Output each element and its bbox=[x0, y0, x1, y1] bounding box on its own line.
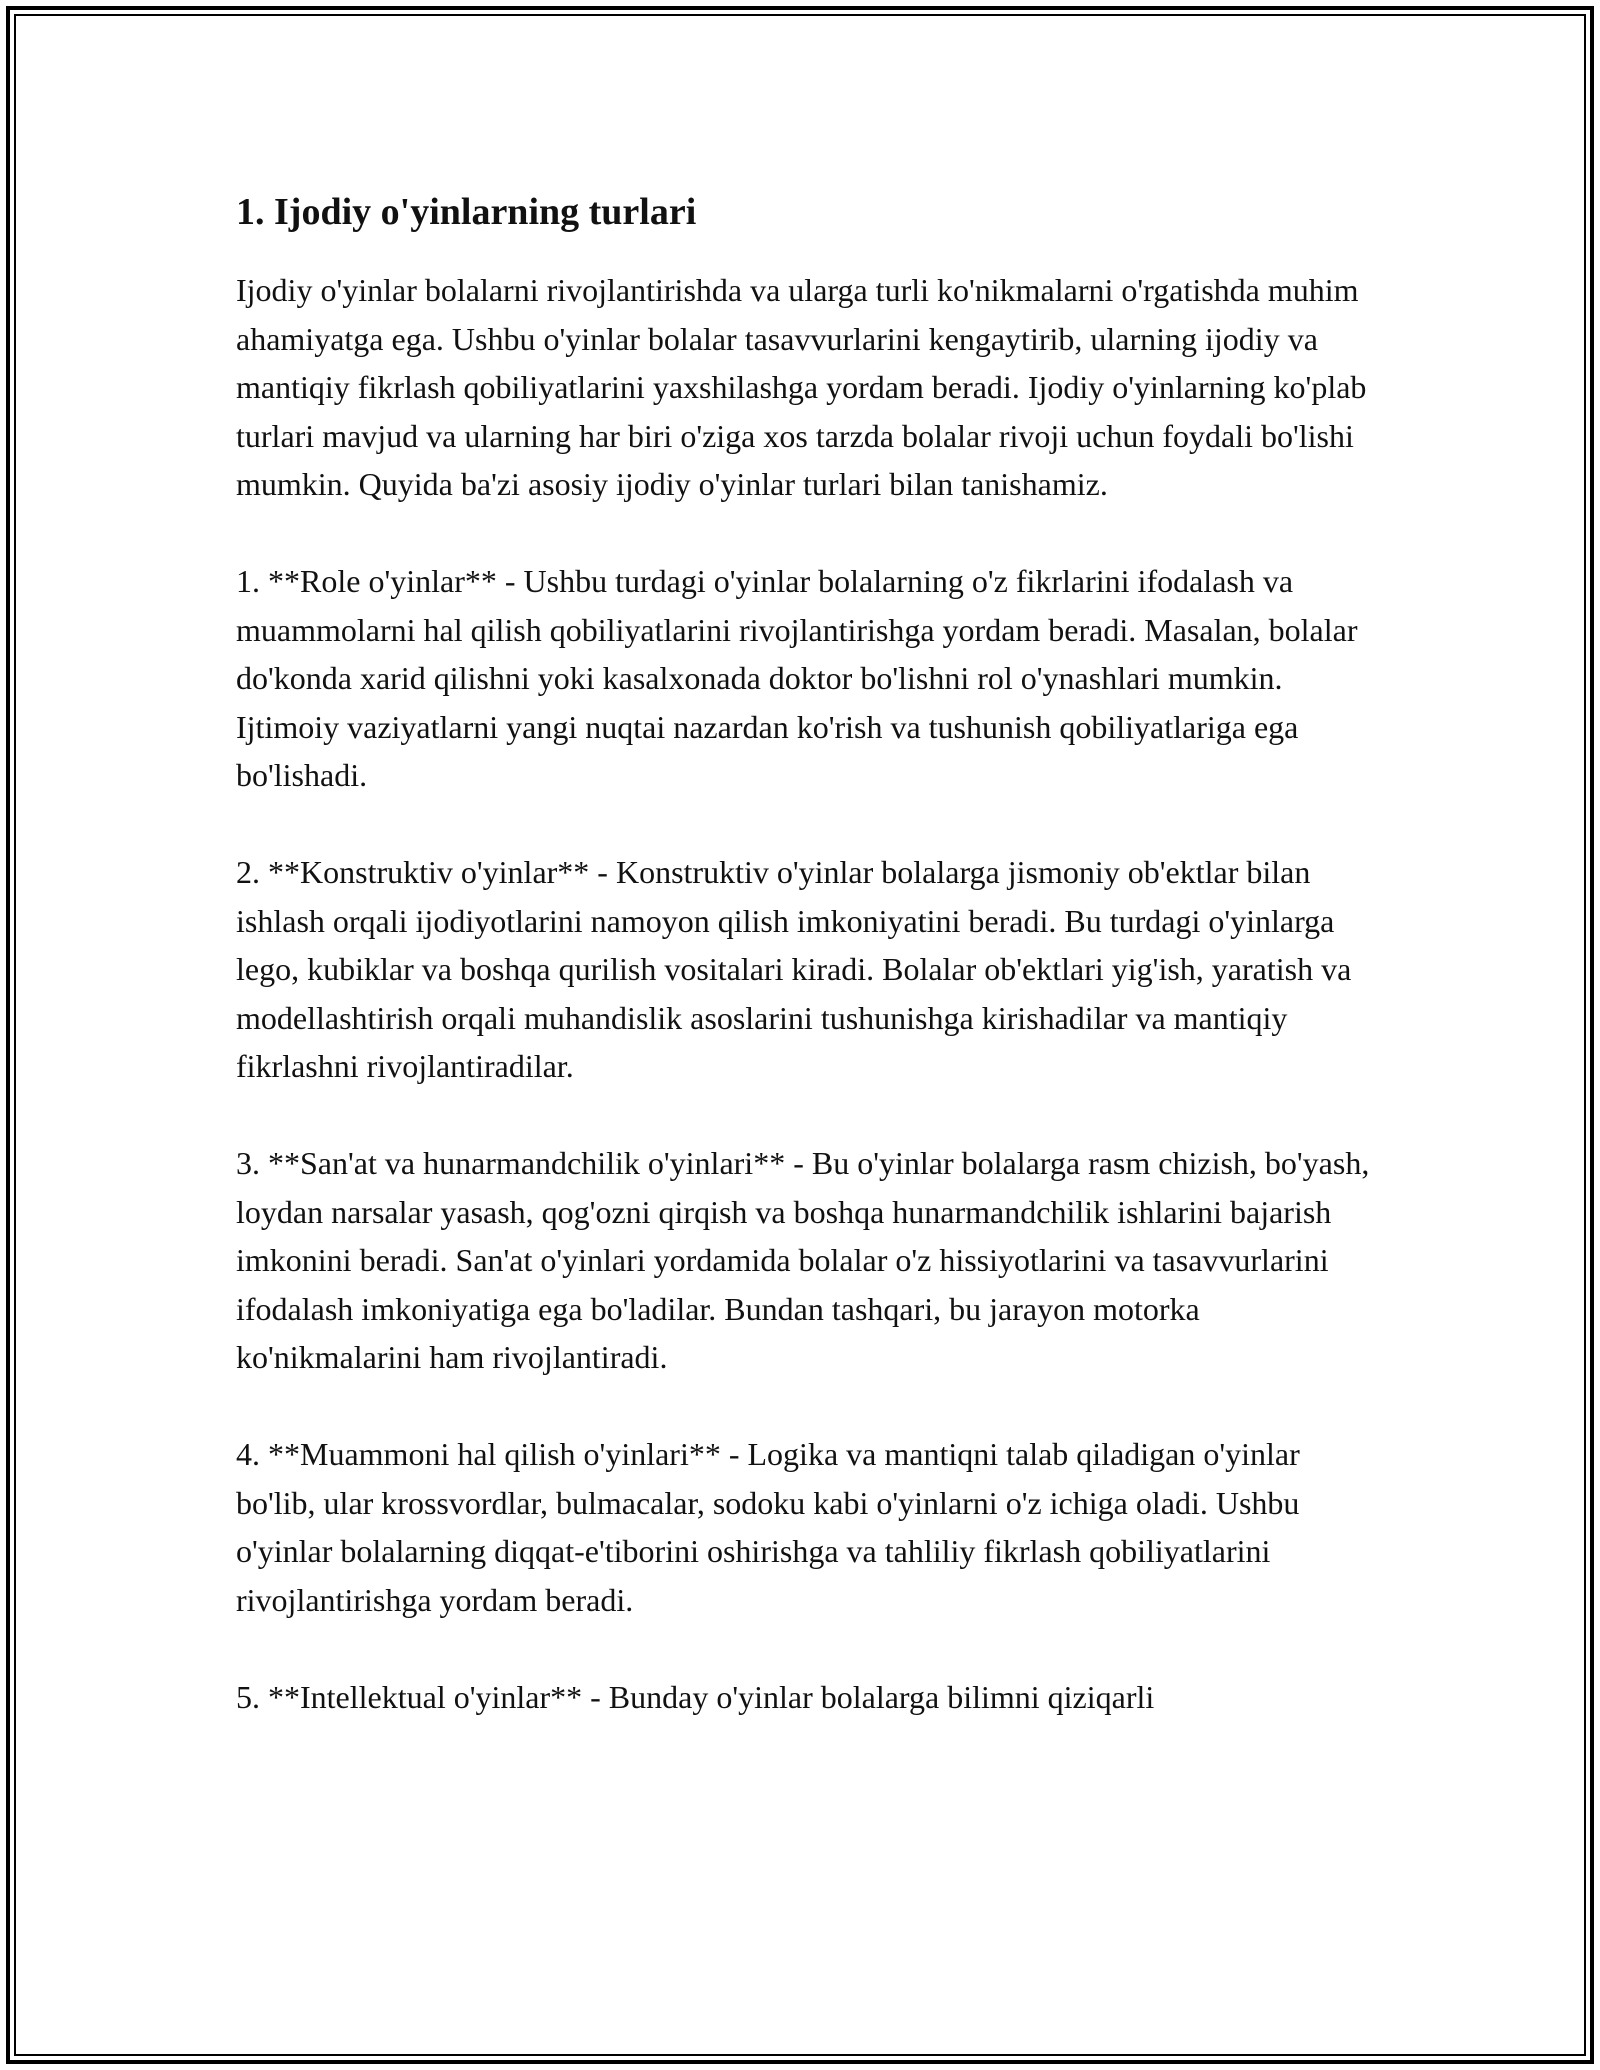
paragraph-role-games: 1. **Role o'yinlar** - Ushbu turdagi o'yinlar bolalarning o'z fikrlarini ifodalash va muammolarni hal qilish qobiliyatlarini rivojlantirishga yordam beradi. Masalan, bolalar do'konda xarid qilishni yoki kasalxonada doktor bo'lishni rol o'ynashlari mumkin. Ijtimoiy vaziyatlarni yangi nuqtai nazardan ko'rish va tushunish qobiliyatlariga ega bo'lishadi. bbox=[236, 563, 1358, 793]
intro-paragraph: Ijodiy o'yinlar bolalarni rivojlantirishda va ularga turli ko'nikmalarni o'rgatishda muhim ahamiyatga ega. Ushbu o'yinlar bolalar tasavvurlarini kengaytirib, ularning ijodiy va mantiqiy fikrlash qobiliyatlarini yaxshilashga yordam beradi. Ijodiy o'yinlarning ko'plab turlari mavjud va ularning har biri o'ziga xos tarzda bolalar rivoji uchun foydali bo'lishi mumkin. Quyida ba'zi asosiy ijodiy o'yinlar turlari bilan tanishamiz. bbox=[236, 272, 1367, 502]
paragraph-constructive-games: 2. **Konstruktiv o'yinlar** - Konstruktiv o'yinlar bolalarga jismoniy ob'ektlar bilan ishlash orqali ijodiyotlarini namoyon qilish imkoniyatini beradi. Bu turdagi o'yinlarga lego, kubiklar va boshqa qurilish vositalari kiradi. Bolalar ob'ektlari yig'ish, yaratish va modellashtirish orqali muhandislik asoslarini tushunishga kirishadilar va mantiqiy fikrlashni rivojlantiradilar. bbox=[236, 854, 1352, 1084]
paragraph-art-craft-games: 3. **San'at va hunarmandchilik o'yinlari** - Bu o'yinlar bolalarga rasm chizish, bo'yash, loydan narsalar yasash, qog'ozni qirqish va boshqa hunarmandchilik ishlarini bajarish imkonini beradi. San'at o'yinlari yordamida bolalar o'z hissiyotlarini va tasavvurlarini ifodalash imkoniyatiga ega bo'ladilar. Bundan tashqari, bu jarayon motorka ko'nikmalarini ham rivojlantiradi. bbox=[236, 1145, 1370, 1375]
document-body bbox=[236, 186, 1376, 1770]
paragraph-problem-solving-games: 4. **Muammoni hal qilish o'yinlari** - Logika va mantiqni talab qiladigan o'yinlar bo'lib, ular krossvordlar, bulmacalar, sodoku kabi o'yinlarni o'z ichiga oladi. Ushbu o'yinlar bolalarning diqqat-e'tiborini oshirishga va tahliliy fikrlash qobiliyatlarini rivojlantirishga yordam beradi. bbox=[236, 1436, 1300, 1618]
document-title: 1. Ijodiy o'yinlarning turlari bbox=[236, 191, 697, 233]
paragraph-intellectual-games: 5. **Intellektual o'yinlar** - Bunday o'yinlar bolalarga bilimni qiziqarli bbox=[236, 1678, 1155, 1715]
